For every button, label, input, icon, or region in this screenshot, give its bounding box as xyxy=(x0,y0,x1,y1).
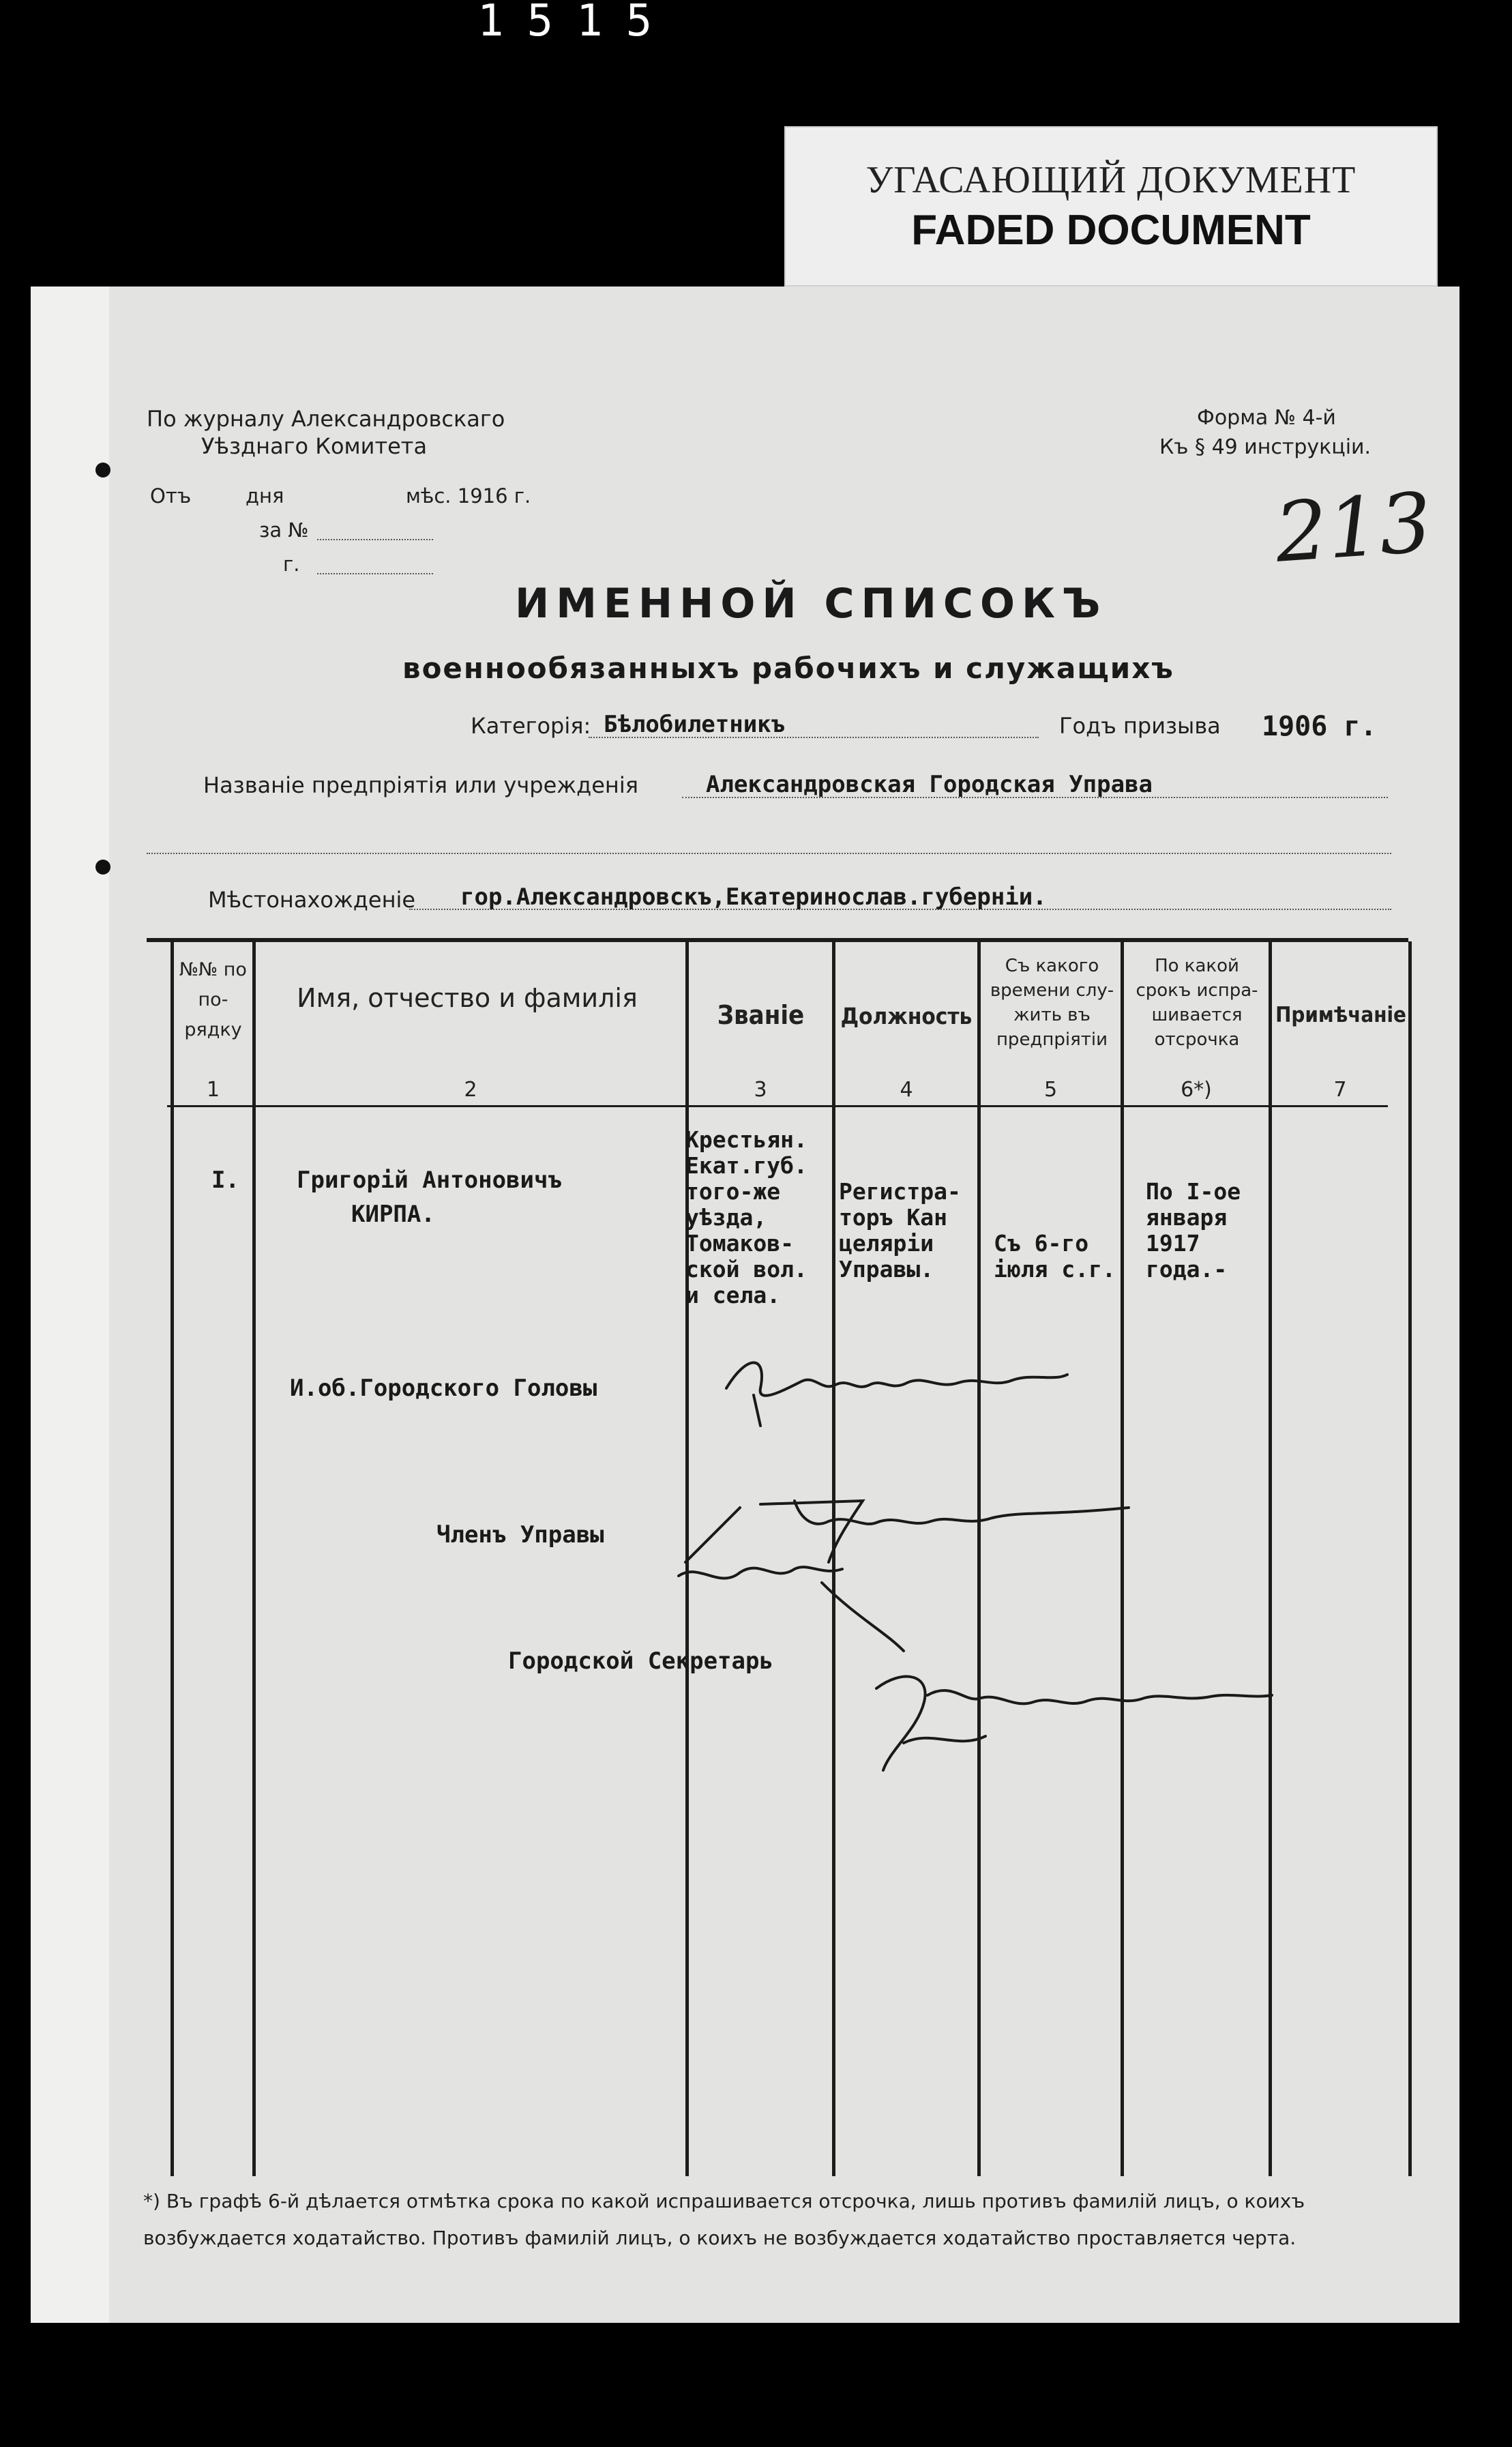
rank-line: Томаков- xyxy=(685,1230,794,1257)
rank-line: того-же xyxy=(685,1178,781,1205)
position-line: Регистра- xyxy=(839,1178,961,1205)
enterprise-blank-2 xyxy=(147,853,1391,854)
column-number-5: 5 xyxy=(1043,1078,1058,1102)
day-label: дня xyxy=(246,484,284,508)
header-note: Примѣчаніе xyxy=(1275,1003,1406,1027)
journal-line-2: Уѣзднаго Комитета xyxy=(201,433,428,459)
header-name: Имя, отчество и фамилія xyxy=(297,983,638,1013)
rank-line: Екат.губ. xyxy=(685,1152,807,1179)
row-since xyxy=(994,1231,1116,1283)
faded-document-label xyxy=(784,126,1438,287)
row-until xyxy=(1146,1179,1241,1283)
header-rank: Званіе xyxy=(717,1000,805,1030)
row-position xyxy=(839,1179,961,1283)
faded-label-en: FADED DOCUMENT xyxy=(911,207,1311,254)
mayor-signature xyxy=(720,1340,1088,1436)
rank-line: ской вол. xyxy=(685,1256,807,1283)
rank-line: Крестьян. xyxy=(685,1126,807,1153)
header-position: Должность xyxy=(840,1003,973,1029)
enterprise-label: Названіе предпріятія или учрежденія xyxy=(203,772,638,798)
until-line: 1917 xyxy=(1146,1230,1200,1257)
location-value: гор.Александровскъ,Екатеринослав.губерніи. xyxy=(460,883,1047,911)
category-label: Категорія: xyxy=(471,713,591,739)
document-sheet xyxy=(31,287,1459,2323)
handwritten-sheet-number: 213 xyxy=(1272,475,1435,581)
number-label: за № xyxy=(259,518,309,542)
column-number-2: 2 xyxy=(464,1078,477,1102)
position-line: торъ Кан xyxy=(839,1204,947,1231)
column-number-7: 7 xyxy=(1333,1078,1347,1102)
document-subtitle: военнообязанныхъ рабочихъ и служащихъ xyxy=(402,651,1174,685)
position-line: целяріи xyxy=(839,1230,934,1257)
until-line: января xyxy=(1146,1204,1228,1231)
number-blank xyxy=(317,539,433,540)
footnote-line-1: *) Въ графѣ 6-й дѣлается отмѣтка срока по какой испрашивается отсрочка, лишь противъ фамилій лицъ, о коихъ xyxy=(143,2190,1305,2212)
row-rank xyxy=(685,1127,807,1308)
header-until: По какой срокъ испра-шивается отсрочка xyxy=(1136,956,1258,1050)
form-number: Форма № 4-й xyxy=(1197,406,1336,430)
table-header-rule xyxy=(167,1105,1388,1107)
punch-hole xyxy=(95,860,110,875)
column-number-6: 6*) xyxy=(1181,1078,1212,1102)
category-value: Бѣлобилетникъ xyxy=(604,711,786,738)
call-year-label: Годъ призыва xyxy=(1059,713,1221,739)
column-border xyxy=(1408,941,1412,2176)
footnote-line-2: возбуждается ходатайство. Противъ фамилій лицъ, о коихъ не возбуждается ходатайство проставляется черта. xyxy=(143,2227,1296,2249)
since-line: Съ 6-го xyxy=(994,1230,1089,1257)
paper-margin xyxy=(31,287,109,2323)
column-border xyxy=(171,941,174,2176)
row-name-line-1: Григорій Антоновичъ xyxy=(297,1167,562,1194)
column-number-4: 4 xyxy=(900,1078,913,1102)
year-small-label: г. xyxy=(283,553,300,576)
form-instruction: Къ § 49 инструкціи. xyxy=(1159,435,1372,459)
row-index: I. xyxy=(211,1167,239,1194)
location-label: Мѣстонахожденіе xyxy=(208,887,416,913)
header-since: Съ какого времени слу-жить въ предпріятіи xyxy=(990,956,1114,1050)
secretary-signature xyxy=(863,1661,1286,1784)
film-frame-number: 1515 xyxy=(477,0,676,46)
header-index: №№ по по-рядку xyxy=(179,959,247,1040)
from-label: Отъ xyxy=(150,484,192,508)
signature-label-member: Членъ Управы xyxy=(436,1521,604,1549)
rank-line: и села. xyxy=(685,1282,781,1308)
call-year-value: 1906 г. xyxy=(1262,711,1377,742)
document-title: ИМЕННОЙ СПИСОКЪ xyxy=(515,580,1108,628)
until-line: года.- xyxy=(1146,1256,1228,1283)
footnote xyxy=(143,2183,1439,2257)
month-year: мѣс. 1916 г. xyxy=(406,484,531,508)
row-name-line-2: КИРПА. xyxy=(351,1201,435,1228)
column-border xyxy=(252,941,256,2176)
column-border xyxy=(1269,941,1272,2176)
journal-line-1: По журналу Александровскаго xyxy=(147,406,505,432)
member-signature xyxy=(658,1474,1149,1651)
column-number-3: 3 xyxy=(754,1078,767,1102)
column-number-1: 1 xyxy=(206,1078,220,1102)
rank-line: уѣзда, xyxy=(685,1204,767,1231)
until-line: По I-ое xyxy=(1146,1178,1241,1205)
faded-label-ru: УГАСАЮЩИЙ ДОКУМЕНТ xyxy=(865,159,1357,201)
since-line: іюля с.г. xyxy=(994,1256,1116,1283)
signature-label-mayor: И.об.Городского Головы xyxy=(290,1375,597,1402)
year-blank xyxy=(317,573,433,574)
enterprise-value: Александровская Городская Управа xyxy=(706,771,1153,798)
table-top-rule xyxy=(147,938,1408,942)
signature-label-secretary: Городской Секретарь xyxy=(508,1647,773,1675)
punch-hole xyxy=(95,463,110,478)
position-line: Управы. xyxy=(839,1256,934,1283)
